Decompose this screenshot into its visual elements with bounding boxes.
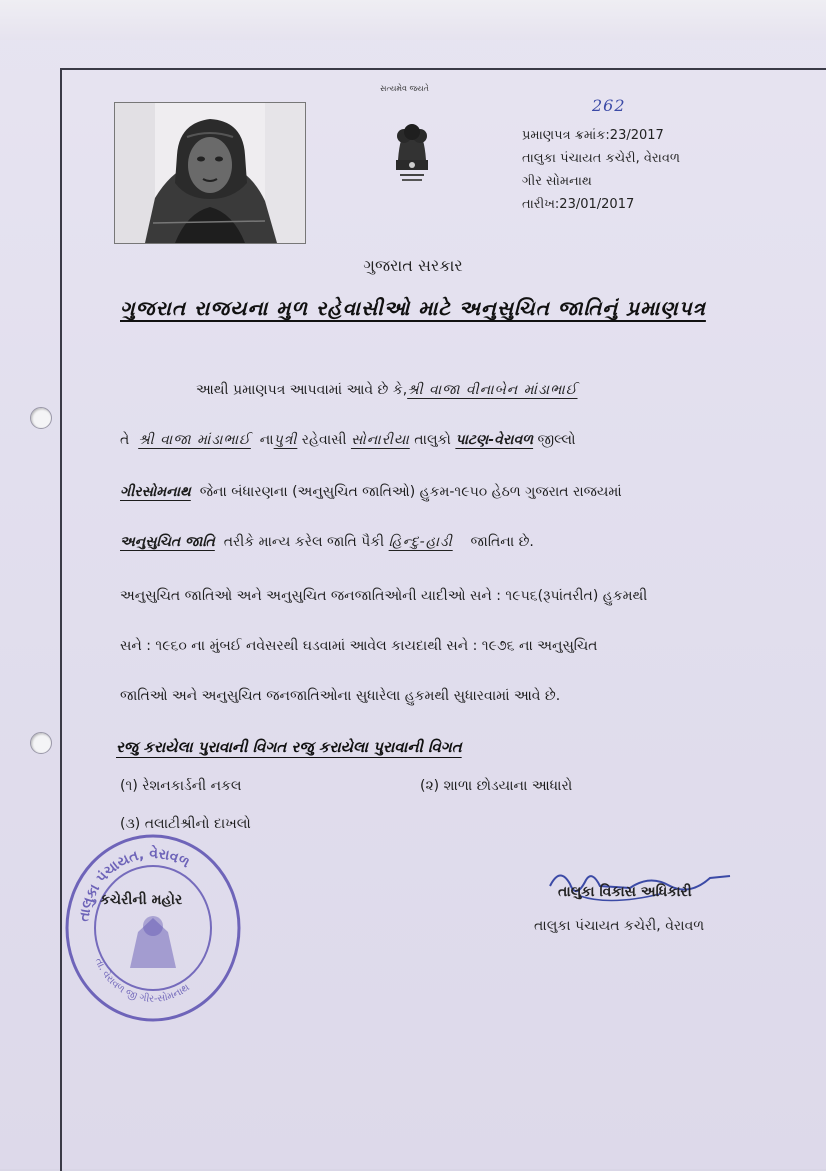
body-line-1 [196, 382, 578, 398]
office-seal-stamp [58, 828, 248, 1032]
seal-ring-bottom-text: તા. વેરાવળ જી ગીર-સોમનાથ [92, 956, 192, 1005]
district-value: ગીરસોમનાથ [120, 484, 191, 500]
intro-text: આથી પ્રમાણપત્ર આપવામાં આવે છે કે, [196, 382, 408, 398]
handwritten-number: 262 [592, 96, 626, 115]
village-name: સોનારીયા [350, 432, 410, 448]
evidence-item-2: (૨) શાળા છોડયાના આધારો [420, 778, 573, 794]
issue-date: તારીખ:23/01/2017 [522, 197, 635, 212]
district-label: જીલ્લો [537, 432, 576, 448]
body-line-7: જાતિઓ અને અનુસુચિત જનજાતિઓના સુધારેલા હુકમથી સુધારવામાં આવે છે. [120, 688, 561, 704]
resident-label: રહેવાસી [301, 432, 347, 448]
taluka-label: તાલુકો [414, 432, 451, 448]
signatory-office: તાલુકા પંચાયત કચેરી, વેરાવળ [534, 918, 705, 934]
scan-top-band [0, 0, 826, 40]
taluka-name: પાટણ-વેરાવળ [455, 432, 534, 448]
certificate-title: ગુજરાત રાજયના મુળ રહેવાસીઓ માટે અનુસુચિત જાતિનું પ્રમાણપત્ર [120, 296, 706, 320]
signatory-title: તાલુકા વિકાસ અધિકારી [558, 884, 692, 900]
evidence-item-3: (૩) તલાટીશ્રીનો દાખલો [120, 816, 251, 832]
evidence-heading: રજુ કરાયેલા પુરાવાની વિગત રજુ કરાયેલા પુરાવાની વિગત [116, 738, 462, 756]
body-line-4 [120, 534, 534, 550]
body-line-3 [120, 484, 622, 500]
applicant-photo [114, 102, 306, 244]
punch-hole-top [30, 407, 52, 429]
order-text: જેના બંધારણના (અનુસુચિત જાતિઓ) હુકમ-૧૯૫૦ હેઠળ ગુજરાત રાજયમાં [199, 484, 622, 500]
category-value: અનુસુચિત જાતિ [120, 534, 215, 550]
district-name: ગીર સોમનાથ [522, 174, 592, 189]
emblem-caption: સત્યમેવ જયતે [380, 84, 429, 93]
issuing-office: તાલુકા પંચાયત કચેરી, વેરાવળ [522, 151, 681, 166]
certificate-header-info [522, 124, 680, 216]
relation: પુત્રી [273, 432, 298, 448]
seal-ring-top-text: તાલુકા પંચાયત, વેરાવળ [76, 845, 193, 923]
na-text: ના [259, 432, 274, 448]
father-name: શ્રી વાજા માંડાભાઈ [138, 432, 251, 448]
ashoka-emblem-icon [388, 116, 436, 192]
applicant-name: શ્રી વાજા વીનાબેન માંડાભાઈ [407, 382, 578, 398]
punch-hole-bottom [30, 732, 52, 754]
recognized-text: તરીકે માન્ય કરેલ જાતિ પૈકી [223, 534, 385, 550]
certificate-number: પ્રમાણપત્ર ક્રમાંક:23/2017 [522, 128, 664, 143]
caste-value: હિન્દુ-હાડી [388, 534, 453, 550]
body-line-2 [120, 432, 576, 448]
caste-suffix: જાતિના છે. [470, 534, 534, 550]
prefix-text: તે [120, 432, 130, 448]
body-line-6: સને : ૧૯૬૦ ના મુંબઈ નવેસરથી ઘડવામાં આવેલ કાયદાથી સને : ૧૯૭૬ ના અનુસુચિત [120, 638, 598, 654]
seal-label: કચેરીની મહોર [100, 892, 183, 908]
evidence-item-1: (૧) રેશનકાર્ડની નકલ [120, 778, 242, 794]
government-name: ગુજરાત સરકાર [363, 256, 463, 275]
body-line-5: અનુસુચિત જાતિઓ અને અનુસુચિત જનજાતિઓની યાદીઓ સને : ૧૯૫૬(રૂપાંતરીત) હુકમથી [120, 588, 648, 604]
